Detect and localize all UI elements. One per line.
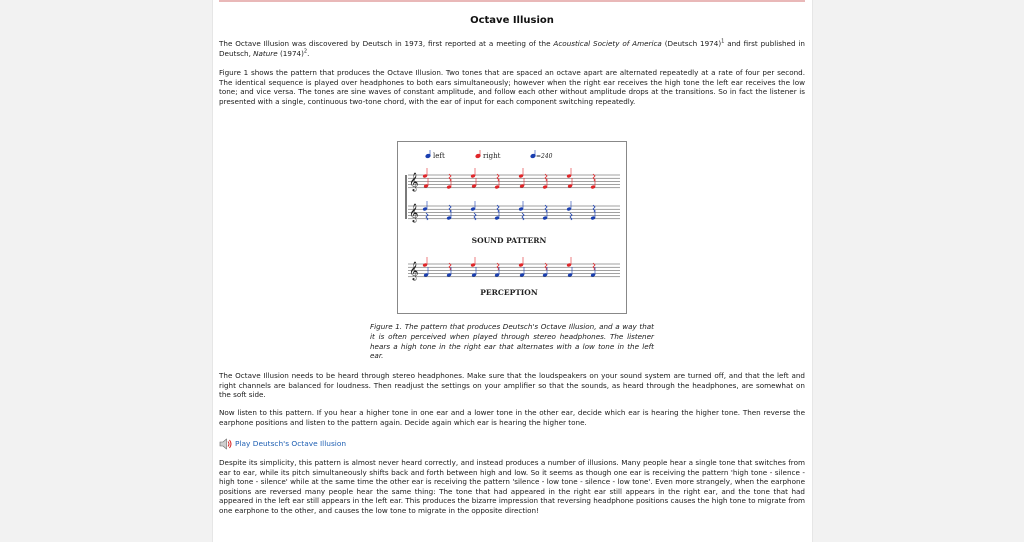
note [567,178,572,188]
staff-left [408,203,620,223]
note [423,267,428,277]
legend-right-label: right [483,152,501,160]
note [422,257,427,267]
music-score-diagram [398,142,626,313]
figure-caption: Figure 1. The pattern that produces Deutsch's Octave Illusion, and a way that it is often perceived when played through stereo headphones. The listener hears a high tone in the right ear that alternates with a low tone in the left ear. [370,322,654,361]
treble-clef-icon: 𝄞 [409,261,419,280]
note [567,267,572,277]
headphones-paragraph: The Octave Illusion needs to be heard through stereo headphones. Make sure that the loudspeakers on your sound system are turned off, and that the left and right channels are balanced for loudness. Then readjust the settings on your amplifier so that the sounds, as heard through the headphones, are somewhat on the soft side. [219,371,805,400]
note [518,257,523,267]
note [518,168,523,178]
note [566,257,571,267]
staff-systems [406,168,620,281]
staff-right [408,172,620,192]
instructions-paragraph: Now listen to this pattern. If you hear a higher tone in one ear and a lower tone in the other ear, decide which ear is hearing the higher tone. Then reverse the earphone positions and listen to the pattern again. Decide again which ear is hearing the higher tone. [219,408,805,427]
note [519,267,524,277]
intro-paragraph: The Octave Illusion was discovered by Deutsch in 1973, first reported at a meeting of the Acoustical Society of America (Deutsch 1974)$^1$ and first published in Deutsch, Nature $(1974)^2$. [219,38,805,58]
page-title: Octave Illusion [470,15,554,26]
speaker-icon[interactable] [219,438,233,450]
figure-description-paragraph: Figure 1 shows the pattern that produces the Octave Illusion. Two tones that are spaced an octave apart are alternated repeatedly at a rate of four per second. The identical sequence is played over headphones to both ears simultaneously; however when the right ear receives the high tone the left ear receives the low tone; and vice versa. The tones are sine waves of constant amplitude, and follow each other without amplitude drops at the transitions. So in fact the listener is presented with a single, continuous two-tone chord, with the ear of input for each component switching repeatedly. [219,68,805,106]
legend-left-label: left [433,152,445,160]
note [494,267,499,277]
sound-pattern-label: SOUND PATTERN [471,236,547,245]
note [519,178,524,188]
play-illusion-link[interactable]: Play Deutsch's Octave Illusion [235,439,347,449]
staff-perception [408,261,620,281]
perception-label: PERCEPTION [480,288,538,297]
note [542,267,547,277]
illusion-explanation-paragraph: Despite its simplicity, this pattern is almost never heard correctly, and instead produces a number of illusions. Many people hear a single tone that switches from ear to ear, while its pitch simultaneously shifts back and forth between high and low. So it seems as though one ear is receiving the pattern 'high tone - silence - high tone - silence' while at the same time the other ear is receiving the pattern 'silence - low tone - silence - low tone'. Even more strangely, when the earphone positions are reversed many people hear the same thing: The tone that had appeared in the right ear still appears in the right ear, and the tone that had appeared in the left ear still appears in the left ear. This produces the bizarre impression that reversing headphone positions causes the high tone to migrate from one earphone to the other, and causes the low tone to migrate in the opposite direction! [219,458,805,515]
note [566,168,571,178]
note [471,178,476,188]
top-divider [219,0,805,2]
note [470,257,475,267]
legend-tempo-label: =240 [536,153,553,160]
play-row[interactable] [219,438,346,450]
treble-clef-icon: 𝄞 [409,172,419,191]
note [470,168,475,178]
note [471,267,476,277]
note [422,168,427,178]
octave-illusion-figure [397,141,627,314]
note [446,267,451,277]
legend [425,150,552,160]
treble-clef-icon: 𝄞 [409,203,419,222]
note [590,267,595,277]
note [423,178,428,188]
